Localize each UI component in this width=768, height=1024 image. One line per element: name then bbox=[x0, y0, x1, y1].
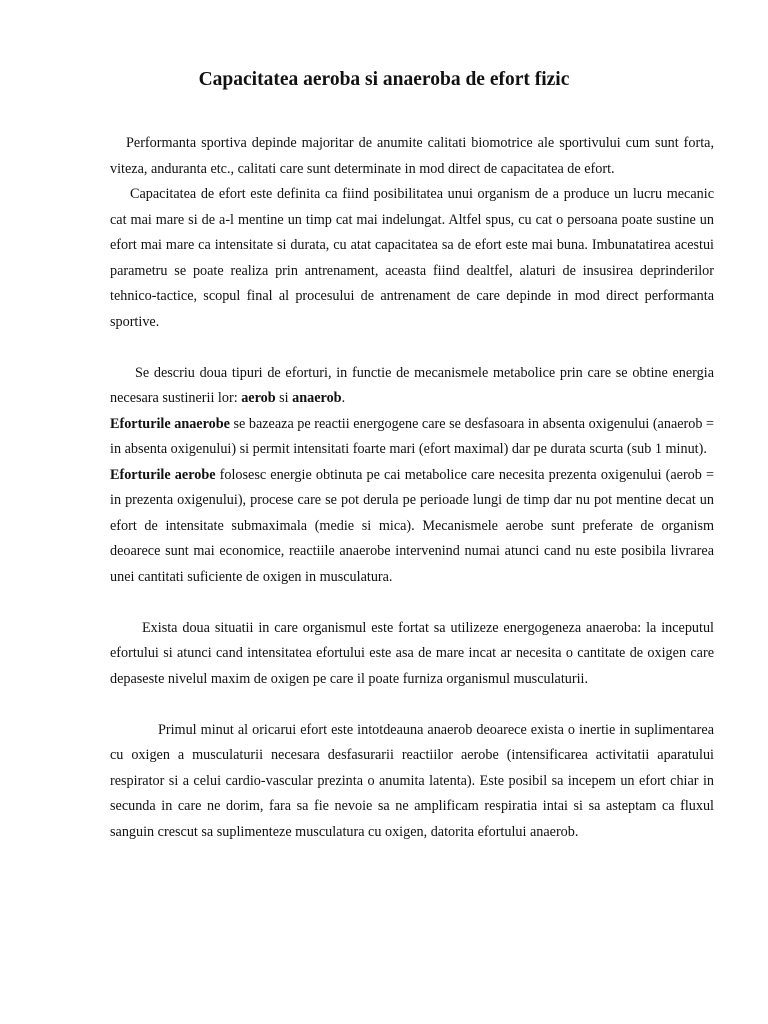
paragraph-first-minute: Primul minut al oricarui efort este intotdeauna anaerob deoarece exista o inertie in suplimentarea cu oxigen a musculaturii necesara desfasurarii reactiilor aerobe (intensificarea activitatii aparatului respirator si a celui cardio-vascular prezinta o anumita latenta). Este posibil sa incepem un efort chiar in secunda in care ne dorim, fara sa fie nevoie sa ne amplificam respiratia intai si sa asteptam ca fluxul sanguin crescut sa suplimenteze musculatura cu oxigen, datorita efortului anaerob. bbox=[110, 721, 714, 840]
sentence-end: . bbox=[341, 390, 346, 406]
paragraph-aerobic bbox=[110, 463, 714, 591]
aerobic-text: folosesc energie obtinuta pe cai metabolice care necesita prezenta oxigenului (aerob = in prezenta oxigenului), procese care se pot derula pe perioade lungi de timp dar nu pot mentine decat un efort de intensitate submaximala (medie si mica). Mecanismele aerobe sunt preferate de organism deoarece sunt mai economice, reactiile anaerobe intervenind numai atunci cand nu este posibila livrarea unei cantitati suficiente de oxigen in musculatura. bbox=[110, 466, 714, 585]
conjunction: si bbox=[279, 390, 289, 406]
effort-types-text: Se descriu doua tipuri de eforturi, in functie de mecanismele metabolice prin care se obtine energia necesara sustinerii lor: bbox=[110, 364, 714, 406]
paragraph-effort-types bbox=[110, 361, 714, 412]
anaerobic-text: se bazeaza pe reactii energogene care se desfasoara in absenta oxigenului (anaerob = in absenta oxigenului) si permit intensitati foarte mari (efort maximal) dar pe durata scurta (sub 1 minut). bbox=[110, 415, 715, 457]
paragraph-anaerobic bbox=[110, 412, 714, 463]
term-anaerobic-efforts: Eforturile anaerobe bbox=[110, 415, 230, 432]
term-aerob: aerob bbox=[241, 390, 276, 406]
paragraph-performance: Performanta sportiva depinde majoritar de anumite calitati biomotrice ale sportivului cum sunt forta, viteza, anduranta etc., calitati care sunt determinate in mod direct de capacitatea de efort. bbox=[110, 135, 714, 177]
paragraph-anaerobic-situations: Exista doua situatii in care organismul este fortat sa utilizeze energogeneza anaeroba: la inceputul efortului si atunci cand intensitatea efortului este asa de mare incat ar necesita o cantitate de oxigen care depaseste nivelul maxim de oxigen pe care il poate furniza organismul musculaturii. bbox=[110, 619, 714, 687]
term-anaerob: anaerob bbox=[292, 390, 342, 406]
document-body bbox=[110, 131, 714, 845]
paragraph-effort-capacity: Capacitatea de efort este definita ca fiind posibilitatea unui organism de a produce un lucru mecanic cat mai mare si de a-l mentine un timp cat mai indelungat. Altfel spus, cu cat o persoana poate sustine un efort mai mare ca intensitate si durata, cu atat capacitatea sa de efort este mai buna. Imbunatatirea acestui parametru se poate realiza prin antrenament, aceasta fiind dealtfel, alaturi de insusirea deprinderilor tehnico-tactice, scopul final al procesului de antrenament de care depinde in mod direct performanta sportive. bbox=[110, 186, 714, 330]
document-title: Capacitatea aeroba si anaeroba de efort fizic bbox=[198, 69, 570, 90]
term-aerobic-efforts: Eforturile aerobe bbox=[110, 466, 216, 483]
